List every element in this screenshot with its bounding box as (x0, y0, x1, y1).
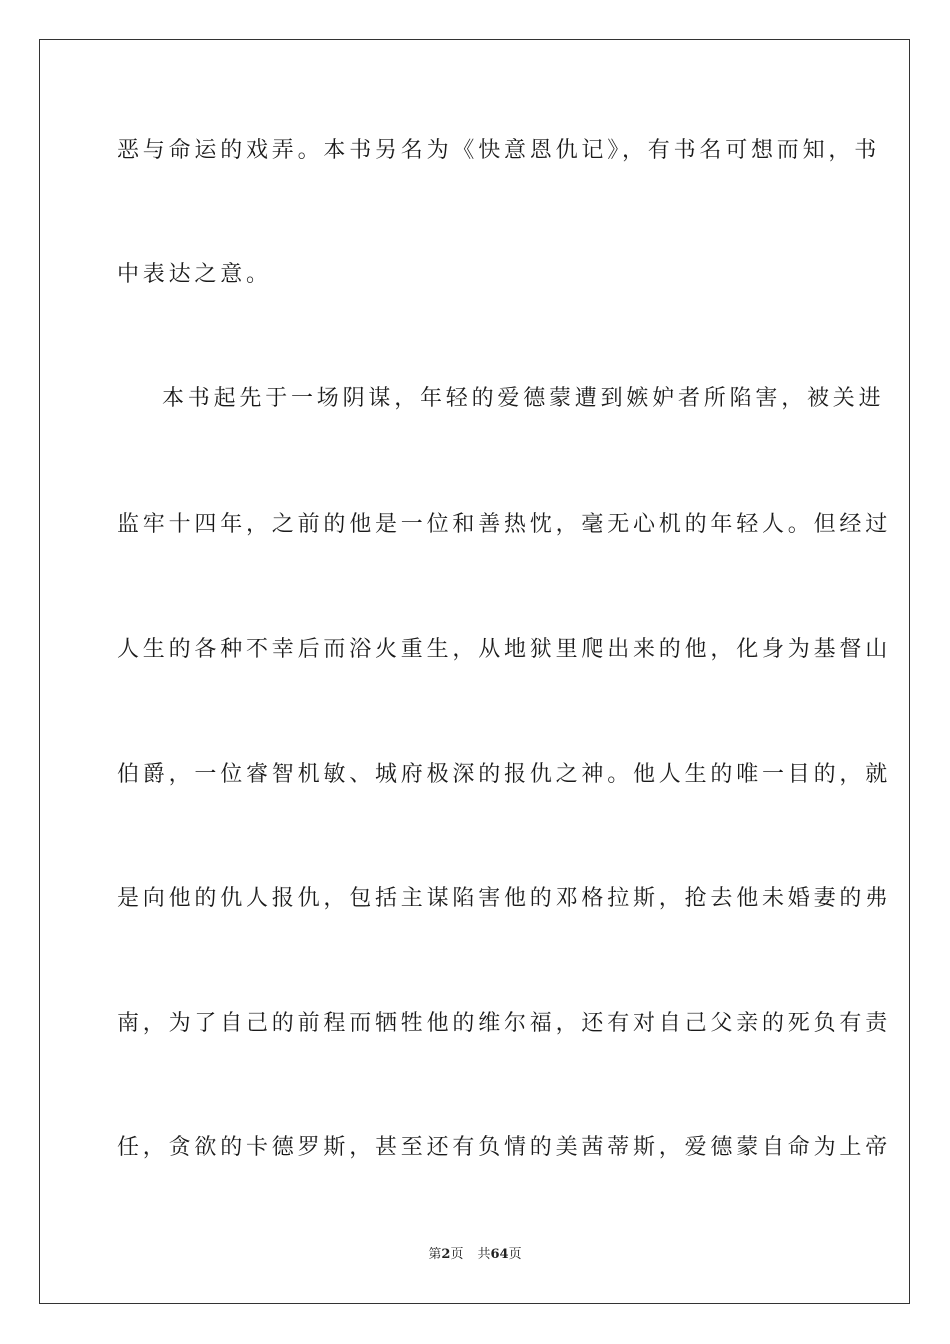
total-pages: 64 (490, 1247, 509, 1262)
paragraph-line-9: 任，贪欲的卡德罗斯，甚至还有负情的美茜蒂斯，爱德蒙自命为上帝 (117, 1135, 892, 1160)
page-suffix: 页 (450, 1247, 464, 1262)
paragraph-line-3: 本书起先于一场阴谋，年轻的爱德蒙遭到嫉妒者所陷害，被关进 (162, 386, 885, 411)
total-prefix: 共 (477, 1247, 491, 1262)
total-suffix: 页 (508, 1247, 522, 1262)
paragraph-line-1: 恶与命运的戏弄。本书另名为《快意恩仇记》，有书名可想而知，书 (117, 138, 881, 163)
page-border (39, 39, 910, 1304)
page-number: 2 (441, 1247, 451, 1262)
paragraph-line-6: 伯爵，一位睿智机敏、城府极深的报仇之神。他人生的唯一目的，就 (117, 762, 892, 787)
paragraph-line-2: 中表达之意。 (117, 262, 272, 287)
paragraph-line-8: 南，为了自己的前程而牺牲他的维尔福，还有对自己父亲的死负有责 (117, 1011, 892, 1036)
paragraph-line-5: 人生的各种不幸后而浴火重生，从地狱里爬出来的他，化身为基督山 (117, 637, 892, 662)
page-prefix: 第 (428, 1247, 442, 1262)
paragraph-line-7: 是向他的仇人报仇，包括主谋陷害他的邓格拉斯，抢去他未婚妻的弗 (117, 886, 892, 911)
paragraph-line-4: 监牢十四年，之前的他是一位和善热忱，毫无心机的年轻人。但经过 (117, 512, 892, 537)
page-footer (0, 1246, 950, 1264)
